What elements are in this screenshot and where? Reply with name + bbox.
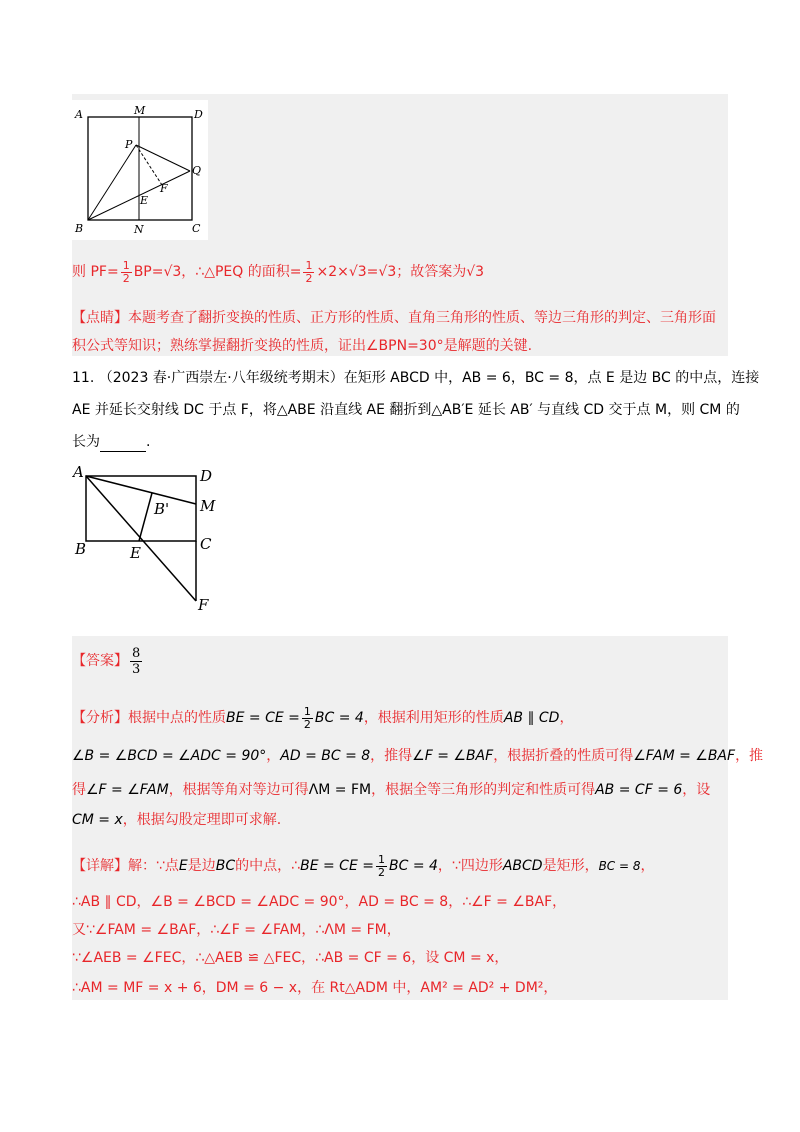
analysis-line-1: 【分析】根据中点的性质BE = CE = $\frac{1}{2}$ BC = 4，根据利用矩形的性质AB ∥ CD，: [72, 704, 574, 731]
fig2-label-d: D: [200, 467, 213, 485]
fig1-label-a: A: [75, 108, 83, 121]
key-point-line-2: 积公式等知识；熟练掌握翻折变换的性质，证出∠BPN=30°是解题的关键.: [72, 338, 533, 354]
question-11-line-2: AE 并延长交射线 DC 于点 F，将△ABE 沿直线 AE 翻折到△AB′E 延长 AB′ 与直线 CD 交于点 M，则 CM 的: [72, 402, 740, 418]
question-number: 11.: [72, 370, 95, 386]
detail-tag: 【详解】: [72, 858, 128, 874]
answer-line: [72, 644, 728, 678]
question-source: （2023 春·广西崇左·八年级统考期末）: [98, 370, 344, 386]
detail-line-2: ∴AB ∥ CD，∠B = ∠BCD = ∠ADC = 90°，AD = BC = 8，∴∠F = ∠BAF，: [72, 894, 567, 910]
question-11-line-3: 长为 .: [72, 434, 151, 450]
key-point-tag: 【点睛】: [72, 310, 128, 326]
fig2-label-b-prime: B': [154, 500, 170, 518]
detail-line-4: ∵∠AEB = ∠FEC，∴△AEB ≌ △FEC，∴AB = CF = 6，设 CM = x，: [72, 950, 509, 966]
fig1-label-n: N: [134, 223, 144, 236]
analysis-tag: 【分析】: [72, 710, 128, 726]
analysis-line-3: 得∠F = ∠FAM，根据等角对等边可得ΛM = FM，根据全等三角形的判定和性质可得AB = CF = 6，设: [72, 782, 711, 798]
fig1-label-f: F: [160, 182, 168, 195]
fig1-label-p: P: [125, 138, 133, 151]
fig1-label-q: Q: [192, 164, 202, 177]
detail-line-5: ∴AM = MF = x + 6，DM = 6 − x，在 Rt△ADM 中，AM² = AD² + DM²，: [72, 980, 558, 996]
fig1-label-b: B: [75, 222, 84, 235]
fig2-label-f: F: [198, 596, 209, 614]
solution-10-result: 则 PF= $\frac{1}{2}$ BP=√3，∴△PEQ 的面积= $\frac{1}{2}$ ×2×√3=√3；故答案为√3: [72, 258, 485, 285]
fig2-label-c: C: [200, 535, 212, 553]
detail-line-1: 【详解】解：∵点E是边BC的中点，∴BE = CE = $\frac{1}{2}$ BC = 4，∵四边形ABCD是矩形，BC = 8，: [72, 852, 655, 879]
answer-fraction: $\frac{8}{3}$: [132, 645, 141, 677]
detail-line-3: 又∵∠FAM = ∠BAF，∴∠F = ∠FAM，∴ΛM = FM，: [72, 922, 401, 938]
fig1-label-m: M: [134, 104, 146, 117]
fig1-label-d: D: [194, 108, 203, 121]
answer-blank: [100, 437, 146, 452]
fig2-label-a: A: [73, 463, 84, 481]
fig2-label-e: E: [130, 544, 141, 562]
figure-square-fold: [72, 100, 208, 240]
analysis-line-2: ∠B = ∠BCD = ∠ADC = 90°，AD = BC = 8，推得∠F = ∠BAF，根据折叠的性质可得∠FAM = ∠BAF，推: [72, 748, 764, 764]
figure-rectangle-fold: [72, 460, 232, 616]
fig2-label-b: B: [75, 540, 87, 558]
analysis-line-4: CM = x，根据勾股定理即可求解.: [72, 812, 282, 828]
fig2-label-m: M: [200, 497, 216, 515]
fig1-label-c: C: [192, 222, 201, 235]
key-point-line-1: 【点睛】本题考查了翻折变换的性质、正方形的性质、直角三角形的性质、等边三角形的判定、三角形面: [72, 310, 716, 326]
fig1-label-e: E: [140, 194, 149, 207]
question-11-line-1: 11. （2023 春·广西崇左·八年级统考期末）在矩形 ABCD 中，AB = 6，BC = 8，点 E 是边 BC 的中点，连接: [72, 370, 760, 386]
answer-tag: 【答案】: [72, 653, 128, 669]
